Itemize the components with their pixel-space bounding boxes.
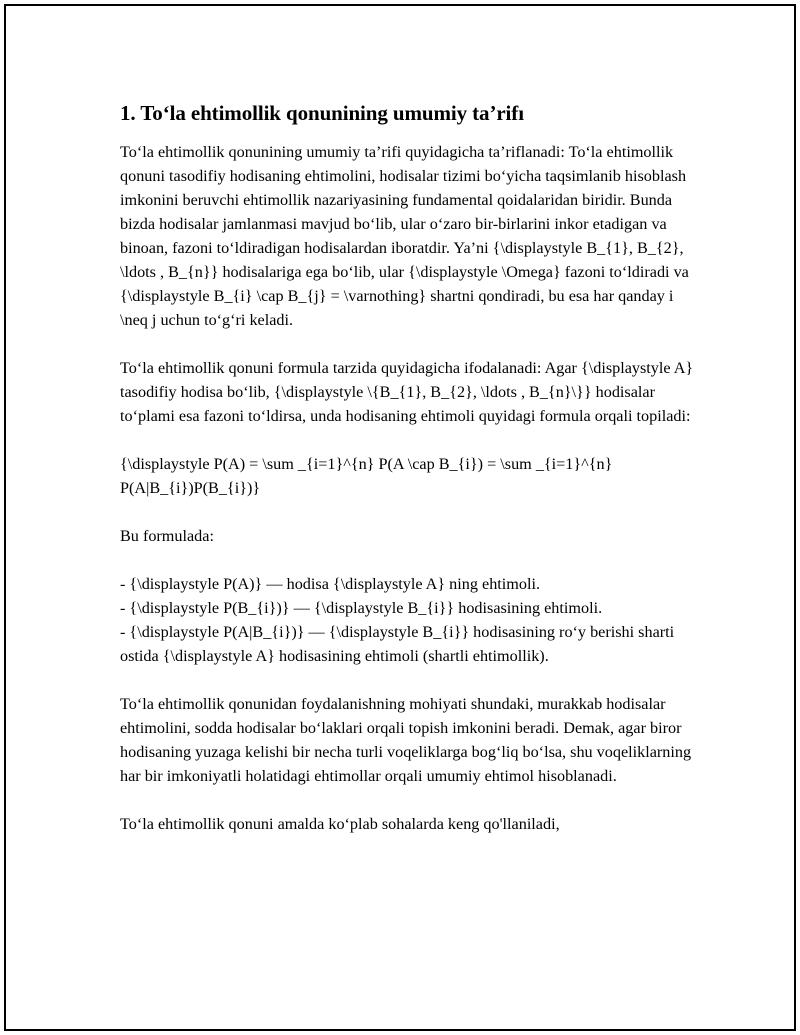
paragraph-formula-intro: To‘la ehtimollik qonuni formula tarzida quyidagicha ifodalanadi: Agar {\displaystyle A} tasodifiy hodisa bo‘lib, {\displaystyle \{B_{1}, B_{2}, \ldots , B_{n}\}} hodisalar to‘plami esa fazoni to‘ldirsa, unda hodisaning ehtimoli quyidagi formula orqali topiladi: [120, 359, 698, 425]
paragraph-applications: To‘la ehtimollik qonuni amalda ko‘plab sohalarda keng qo'llaniladi, [120, 815, 560, 833]
list-item: - {\displaystyle P(A)} — hodisa {\displaystyle A} ning ehtimoli. [120, 575, 541, 593]
document-body [120, 98, 700, 860]
list-item: - {\displaystyle P(A|B_{i})} — {\displaystyle B_{i}} hodisasining ro‘y berishi sharti ostida {\displaystyle A} hodisasining ehtimoli (shartli ehtimollik). [120, 623, 675, 665]
list-item: - {\displaystyle P(B_{i})} — {\displaystyle B_{i}} hodisasining ehtimoli. [120, 599, 603, 617]
section-heading: 1. To‘la ehtimollik qonunining umumiy ta’rifı [120, 101, 524, 125]
formula-text: {\displaystyle P(A) = \sum _{i=1}^{n} P(A \cap B_{i}) = \sum _{i=1}^{n} P(A|B_{i})P(B_{i})} [120, 455, 617, 497]
paragraph-legend-intro: Bu formulada: [120, 527, 214, 545]
legend-list [120, 572, 700, 668]
paragraph-essence: To‘la ehtimollik qonunidan foydalanishning mohiyati shundaki, murakkab hodisalar ehtimolini, sodda hodisalar bo‘laklari orqali topish imkonini beradi. Demak, agar biror hodisaning yuzaga kelishi bir necha turli voqeliklarga bog‘liq bo‘lsa, shu voqeliklarning har bir imkoniyatli holatidagi ehtimollar orqali umumiy ehtimol hisoblanadi. [120, 695, 696, 785]
paragraph-definition: To‘la ehtimollik qonunining umumiy ta’rifi quyidagicha ta’riflanadi: To‘la ehtimollik qonuni tasodifiy hodisaning ehtimolini, hodisalar tizimi bo‘yicha taqsimlanib hisoblash imkonini beruvchi ehtimollik nazariyasining fundamental qoidalaridan biridir. Bunda bizda hodisalar jamlanmasi mavjud bo‘lib, ular o‘zaro bir-birlarini inkor etadigan va binoan, fazoni to‘ldiradigan hodisalardan iboratdir. Ya’ni {\displaystyle B_{1}, B_{2}, \ldots , B_{n}} hodisalariga ega bo‘lib, ular {\displaystyle \Omega} fazoni to‘ldiradi va {\displaystyle B_{i} \cap B_{j} = \varnothing} shartni qondiradi, bu esa har qanday i \neq j uchun to‘g‘ri keladi. [120, 143, 693, 329]
page-frame [4, 4, 796, 1031]
